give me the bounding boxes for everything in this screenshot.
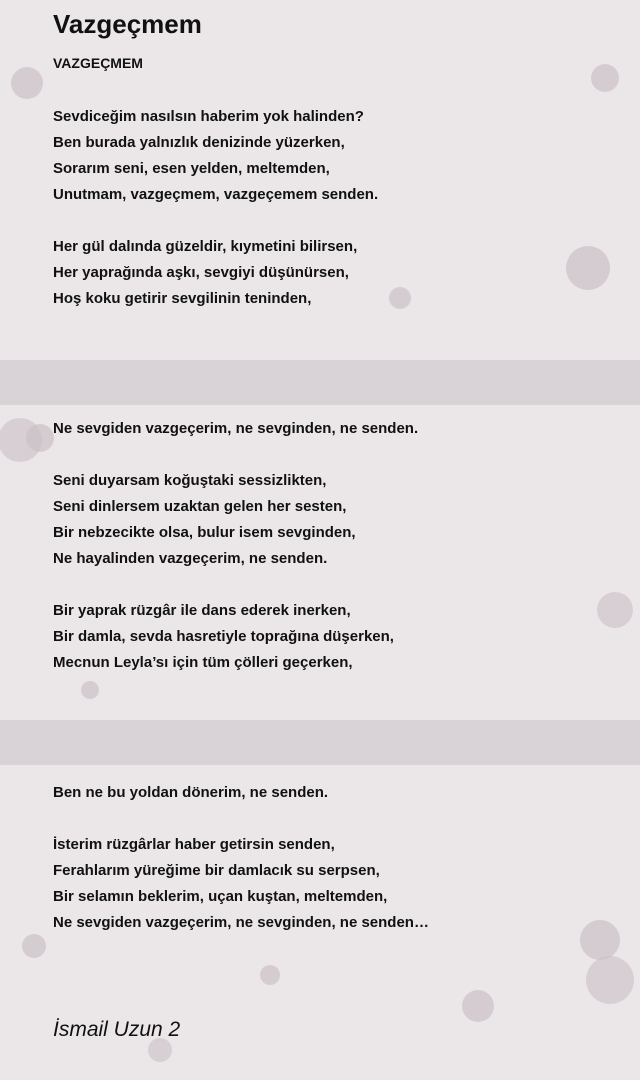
poem-line: Sevdiceğim nasılsın haberim yok halinden? [53, 108, 364, 125]
poem-line [53, 442, 429, 468]
poem-line: Her yaprağında aşkı, sevgiyi düşünürsen, [53, 264, 349, 281]
poem-line: Bir selamın beklerim, uçan kuştan, meltemden, [53, 888, 388, 905]
poem-line [53, 702, 429, 728]
poem-line: Bir yaprak rüzgâr ile dans ederek inerken, [53, 602, 351, 619]
poem-line: Her gül dalında güzeldir, kıymetini bilirsen, [53, 238, 358, 255]
poem-line [53, 806, 429, 832]
poem-line: Bir damla, sevda hasretiyle toprağına düşerken, [53, 628, 394, 645]
poem-line [53, 390, 429, 416]
poem-line: Bir nebzecikte olsa, bulur isem sevginden, [53, 524, 356, 541]
poem-line [53, 572, 429, 598]
poem-line: İsterim rüzgârlar haber getirsin senden, [53, 836, 335, 853]
poem-line: Ne sevgiden vazgeçerim, ne sevginden, ne senden… [53, 914, 429, 931]
poem-line: Ben ne bu yoldan dönerim, ne senden. [53, 784, 329, 801]
poem-subtitle: VAZGEÇMEM [53, 55, 143, 71]
poem-line [53, 728, 429, 754]
poem-line: Sorarım seni, esen yelden, meltemden, [53, 160, 330, 177]
poem-line [53, 754, 429, 780]
poem-line: Ne sevgiden vazgeçerim, ne sevginden, ne senden. [53, 420, 419, 437]
poem-line: Ferahlarım yüreğime bir damlacık su serpsen, [53, 862, 380, 879]
poem-line: Seni duyarsam koğuştaki sessizlikten, [53, 472, 327, 489]
poem-line [53, 208, 429, 234]
poem-line [53, 676, 429, 702]
poem-body [53, 104, 429, 936]
poem-line: Unutmam, vazgeçmem, vazgeçemem senden. [53, 186, 379, 203]
poem-title: Vazgeçmem [53, 9, 202, 39]
poem-line: Seni dinlersem uzaktan gelen her sesten, [53, 498, 347, 515]
poem-line [53, 312, 429, 338]
poem-line: Ben burada yalnızlık denizinde yüzerken, [53, 134, 345, 151]
poem-author: İsmail Uzun 2 [53, 1018, 181, 1041]
poem-line: Ne hayalinden vazgeçerim, ne senden. [53, 550, 328, 567]
poem-line: Hoş koku getirir sevgilinin teninden, [53, 290, 312, 307]
poem-line: Mecnun Leyla’sı için tüm çölleri geçerken, [53, 654, 353, 671]
poem-line [53, 338, 429, 364]
poem-line [53, 364, 429, 390]
